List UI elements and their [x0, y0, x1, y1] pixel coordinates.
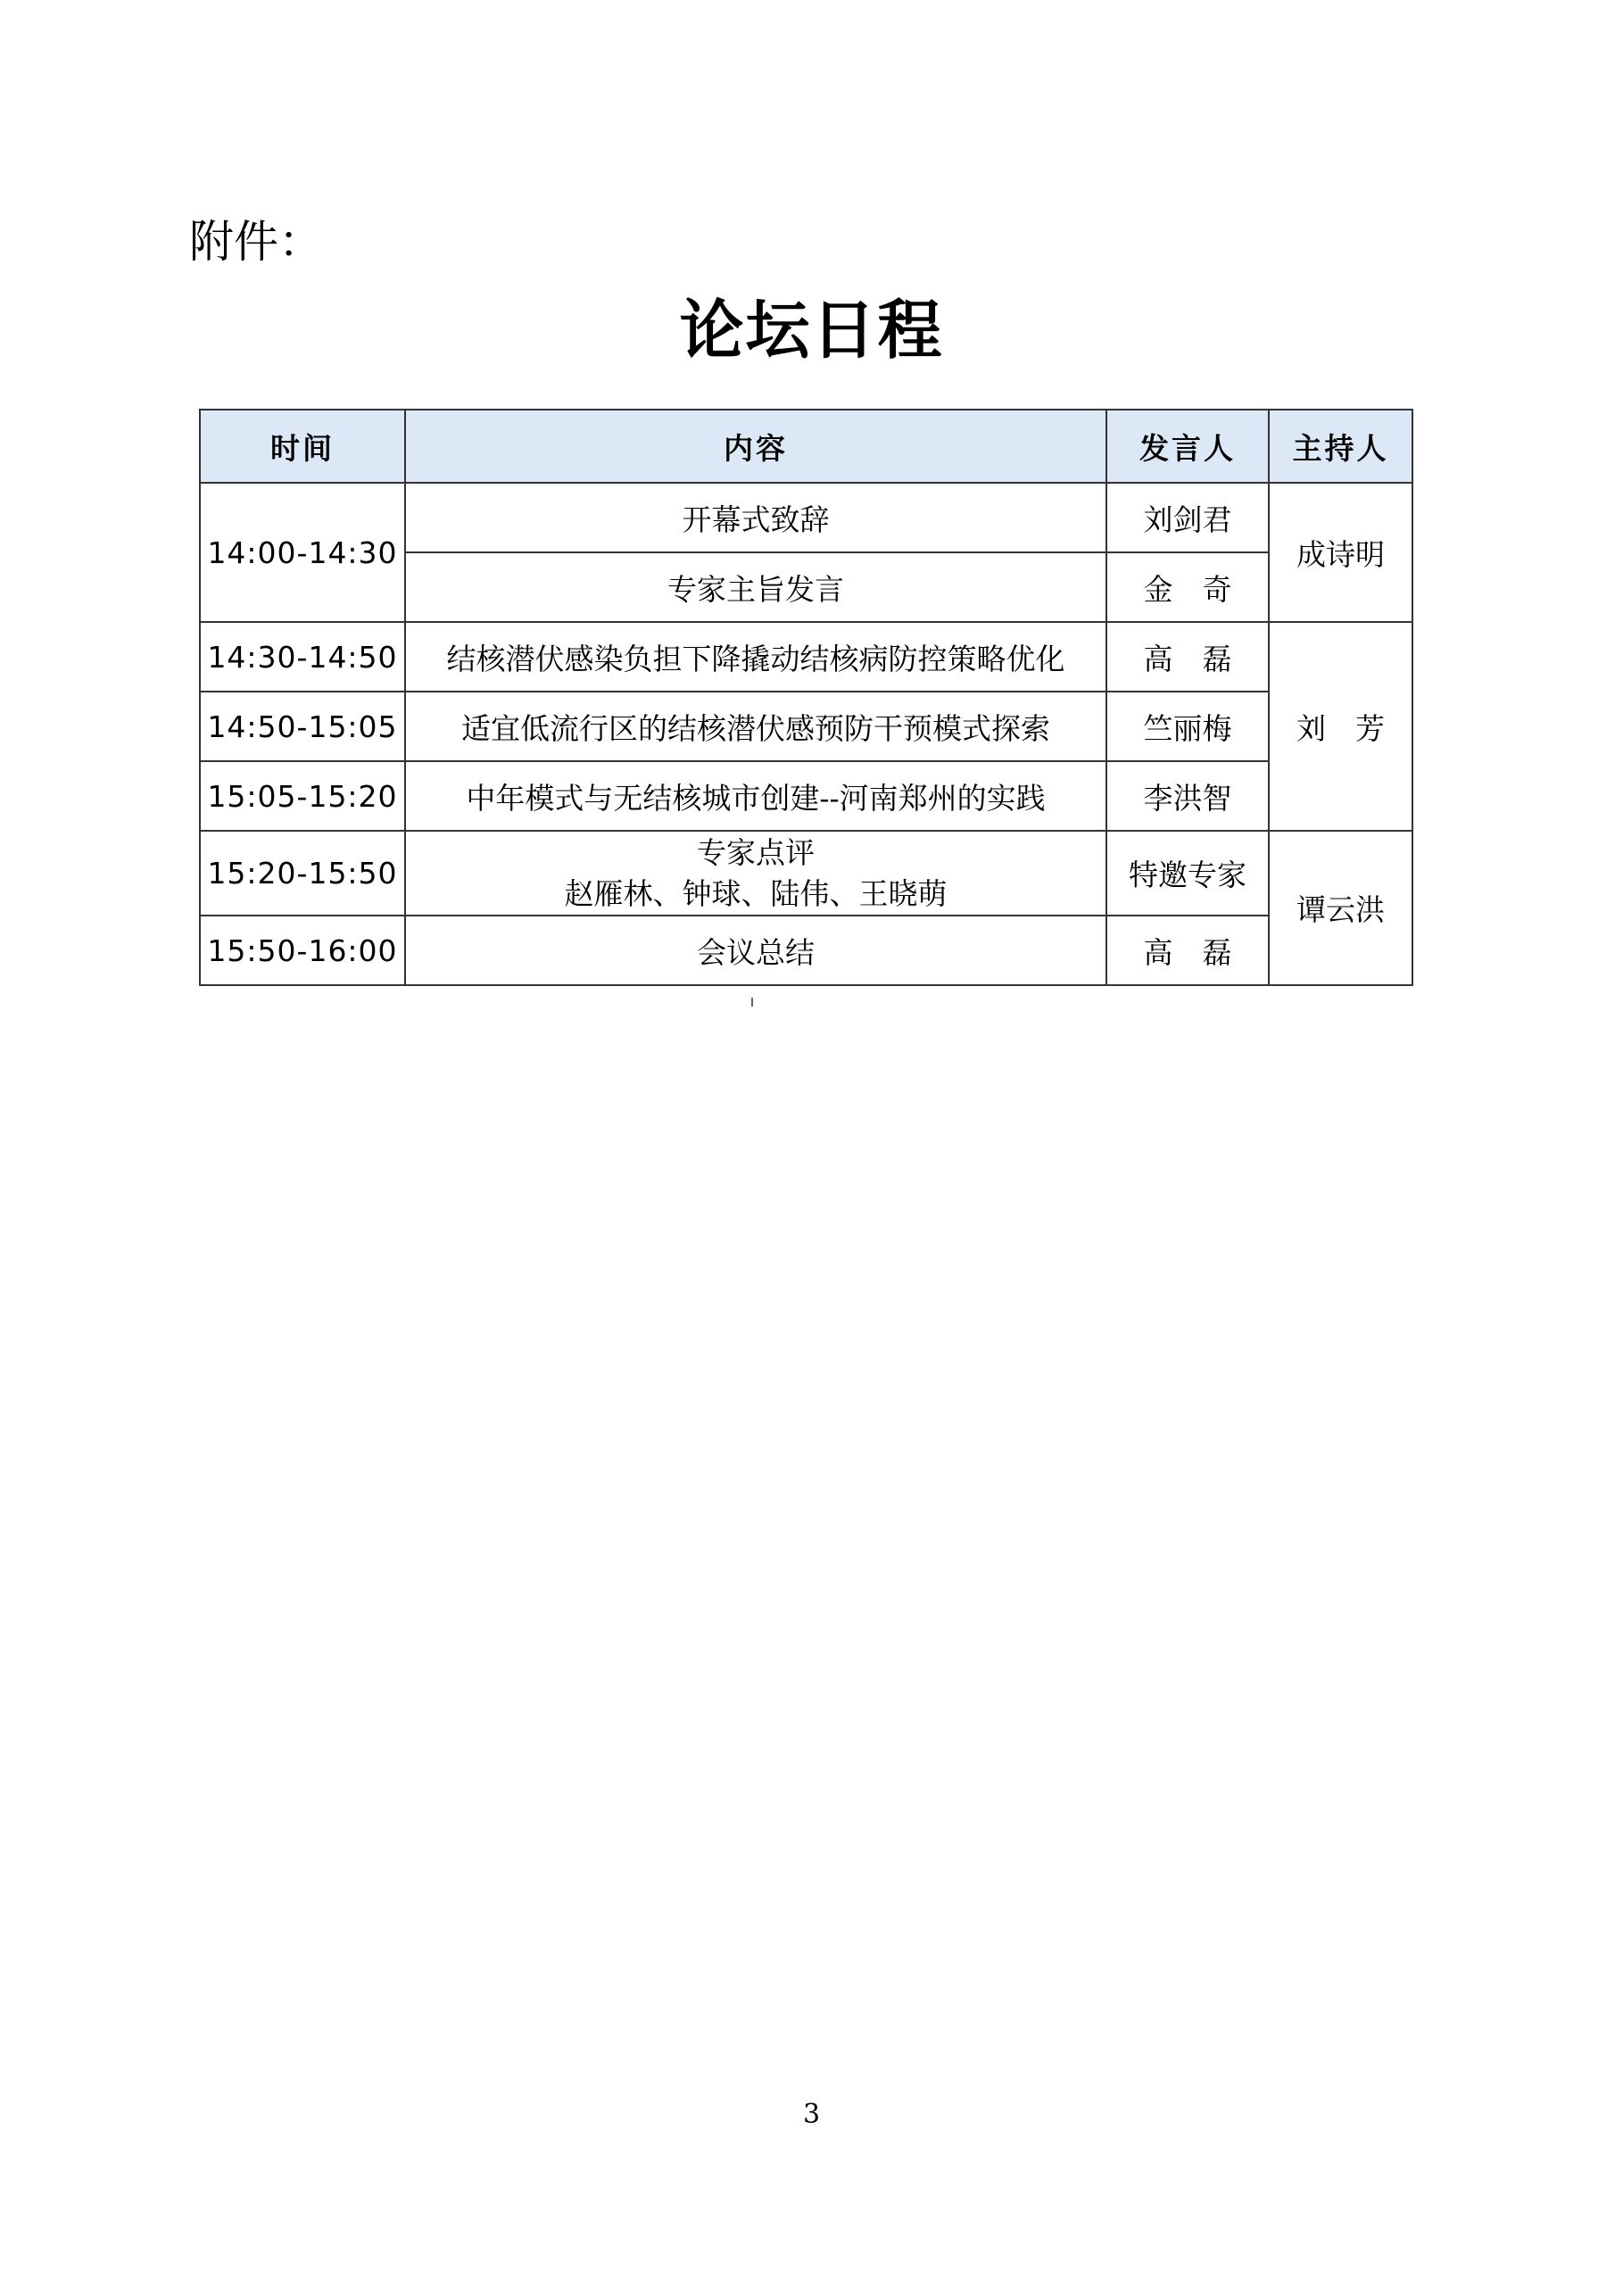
time-cell: 14:30-14:50 — [200, 622, 405, 692]
table-header-row — [200, 410, 1412, 483]
attachment-label: 附件： — [189, 216, 323, 268]
table-row — [200, 483, 1412, 552]
content-cell: 适宜低流行区的结核潜伏感预防干预模式探索 — [405, 692, 1106, 761]
host-cell: 刘 芳 — [1269, 622, 1412, 831]
table-row — [200, 831, 1412, 916]
content-cell: 专家主旨发言 — [405, 552, 1106, 622]
content-line: 赵雁林、钟球、陆伟、王晓萌 — [564, 875, 948, 911]
content-cell: 结核潜伏感染负担下降撬动结核病防控策略优化 — [405, 622, 1106, 692]
speaker-cell: 竺丽梅 — [1106, 692, 1269, 761]
header-speaker: 发言人 — [1106, 410, 1269, 483]
speaker-cell: 金 奇 — [1106, 552, 1269, 622]
time-cell: 15:20-15:50 — [200, 831, 405, 916]
content-cell — [405, 831, 1106, 916]
time-cell: 14:50-15:05 — [200, 692, 405, 761]
header-time: 时间 — [200, 410, 405, 483]
schedule-table — [199, 409, 1413, 986]
host-cell: 谭云洪 — [1269, 831, 1412, 985]
page-number: 3 — [802, 2099, 821, 2130]
small-mark — [751, 998, 753, 1007]
speaker-cell: 李洪智 — [1106, 761, 1269, 831]
page-title: 论坛日程 — [679, 293, 944, 368]
table-row — [200, 622, 1412, 692]
speaker-cell: 高 磊 — [1106, 622, 1269, 692]
speaker-cell: 刘剑君 — [1106, 483, 1269, 552]
header-content: 内容 — [405, 410, 1106, 483]
content-cell: 开幕式致辞 — [405, 483, 1106, 552]
speaker-cell: 高 磊 — [1106, 916, 1269, 985]
time-cell: 14:00-14:30 — [200, 483, 405, 622]
time-cell: 15:05-15:20 — [200, 761, 405, 831]
speaker-cell: 特邀专家 — [1106, 831, 1269, 916]
host-cell: 成诗明 — [1269, 483, 1412, 622]
table-row — [200, 692, 1412, 761]
table-row — [200, 916, 1412, 985]
content-cell: 中年模式与无结核城市创建--河南郑州的实践 — [405, 761, 1106, 831]
content-line: 专家点评 — [697, 834, 815, 870]
header-host: 主持人 — [1269, 410, 1412, 483]
content-cell: 会议总结 — [405, 916, 1106, 985]
time-cell: 15:50-16:00 — [200, 916, 405, 985]
table-row — [200, 761, 1412, 831]
